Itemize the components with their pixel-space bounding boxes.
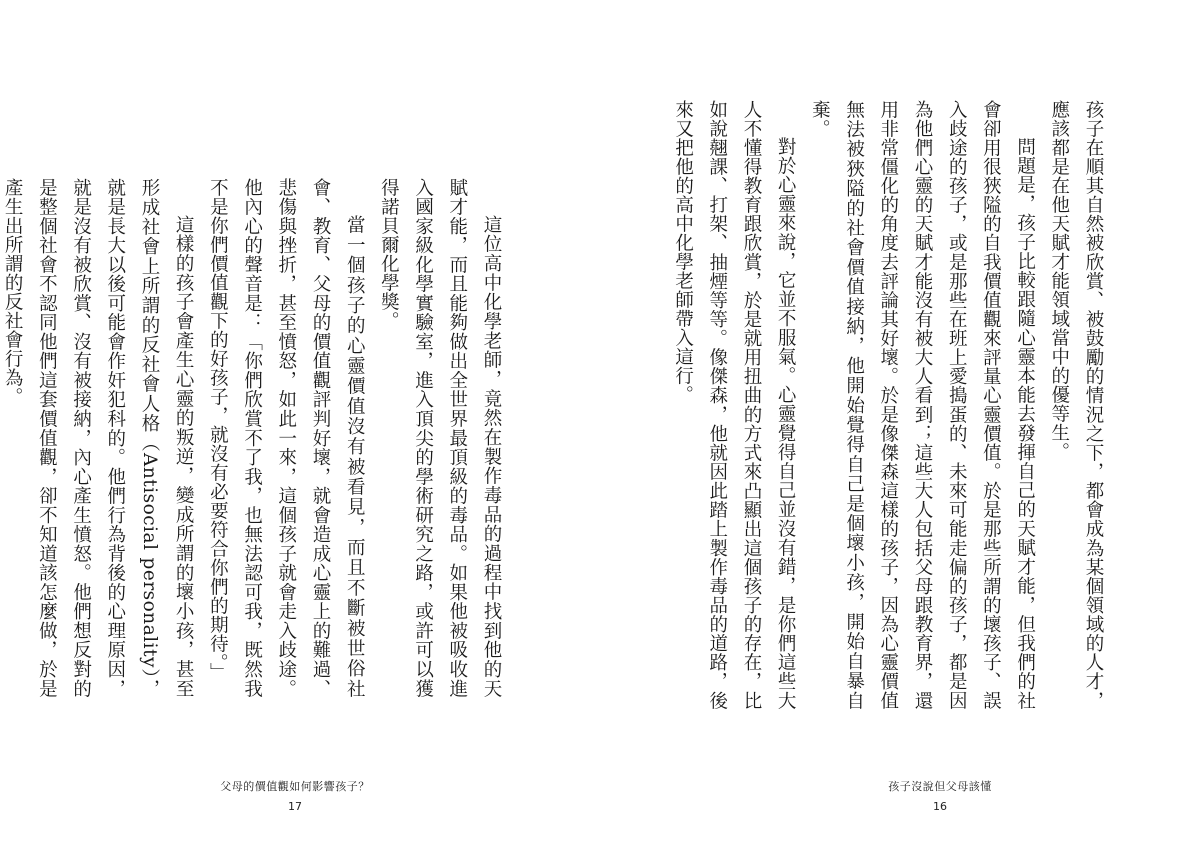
- paragraph: 這樣的孩子會產生心靈的叛逆，變成所謂的壞小孩，甚至形成社會上所謂的反社會人格（Antisocial personality），就是長大以後可能會作奸犯科的。他們行為背後的心理原因，就是沒有被欣賞、沒有被接納，內心產生憤怒。他們想反對的是整個社會不認同他們這套價值觀，卻不知道該怎麼做，於是產生出所謂的反社會行為。: [2, 178, 195, 698]
- running-title: 父母的價值觀如何影響孩子？: [220, 780, 370, 793]
- right-page-footer: [880, 778, 1000, 813]
- running-title: 孩子沒說但父母該懂: [888, 780, 992, 793]
- right-page: [600, 0, 1200, 847]
- left-page-body: [2, 178, 508, 698]
- right-page-body: [672, 100, 1110, 710]
- left-page-footer: [195, 778, 395, 813]
- paragraph: 當一個孩子的心靈價值沒有被看見，而且不斷被世俗社會、教育、父母的價值觀評判好壞，就會造成心靈上的難過、悲傷與挫折，甚至憤怒，如此一來，這個孩子就會走入歧途。他內心的聲音是：「你們欣賞不了我，也無法認可我，既然我不是你們價值觀下的好孩子，就沒有必要符合你們的期待。」: [207, 178, 366, 698]
- page-number: 17: [288, 800, 302, 813]
- paragraph: 問題是，孩子比較跟隨心靈本能去發揮自己的天賦才能，但我們的社會卻用很狹隘的自我價值觀來評量心靈價值。於是那些所謂的壞孩子、誤入歧途的孩子，或是那些在班上愛搗蛋的、未來可能走偏的孩子，都是因為他們心靈的天賦才能沒有被大人看到；這些大人包括父母跟教育界，還用非常僵化的角度去評論其好壞。於是像傑森這樣的孩子，因為心靈價值無法被狹隘的社會價值接納，他開始覺得自己是個壞小孩，開始自暴自棄。: [809, 100, 1036, 710]
- page-number: 16: [933, 800, 947, 813]
- paragraph: 孩子在順其自然被欣賞、被鼓勵的情況之下，都會成為某個領域的人才，應該都是在他天賦才能領域當中的優等生。: [1048, 100, 1104, 710]
- paragraph: 這位高中化學老師，竟然在製作毒品的過程中找到他的天賦才能，而且能夠做出全世界最頂級的毒品。如果他被吸收進入國家級化學實驗室，進入頂尖的學術研究之路，或許可以獲得諾貝爾化學獎。: [378, 178, 502, 698]
- paragraph: 對於心靈來說，它並不服氣。心靈覺得自己並沒有錯，是你們這些大人不懂得教育跟欣賞，於是就用扭曲的方式來凸顯出這個孩子的存在，比如說翹課、打架、抽煙等等。像傑森，他就因此踏上製作毒品的道路，後來又把他的高中化學老師帶入這行。: [672, 100, 797, 710]
